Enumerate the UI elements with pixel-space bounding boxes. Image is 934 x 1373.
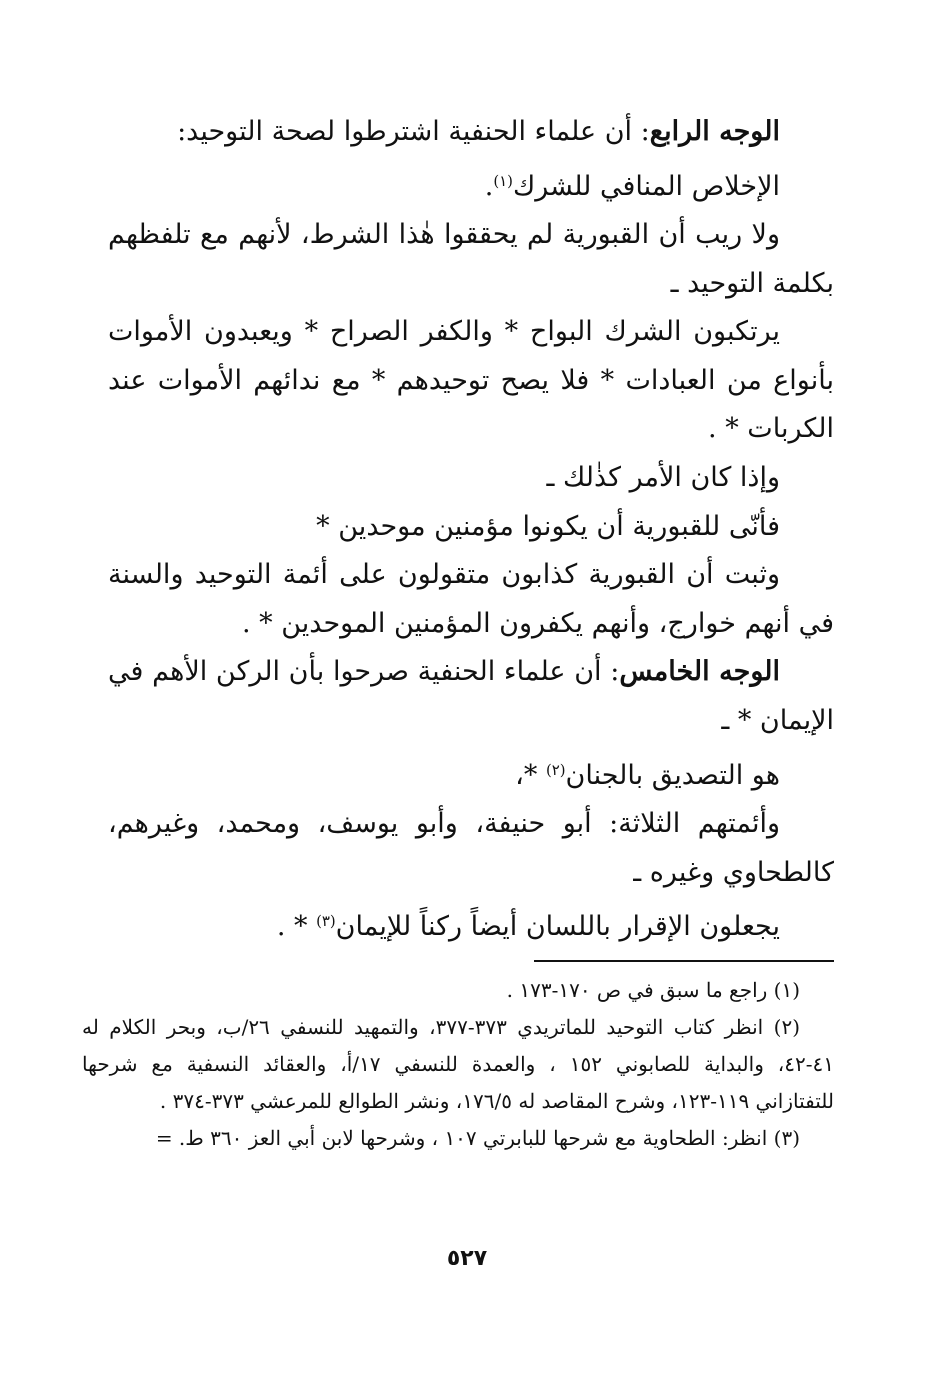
footnotes <box>82 972 834 1157</box>
footnote-separator <box>534 960 834 962</box>
paragraph <box>108 746 834 801</box>
paragraph-tail: * . <box>276 911 317 943</box>
paragraph-text: : أن علماء الحنفية اشترطوا لصحة التوحيد: <box>177 116 650 147</box>
page-number: ٥٢٧ <box>446 1246 488 1271</box>
paragraph-fourth-aspect <box>108 108 834 157</box>
paragraph: فأنّى للقبورية أن يكونوا مؤمنين موحدين * <box>316 510 780 542</box>
paragraph: يرتكبون الشرك البواح * والكفر الصراح * ويعبدون الأموات بأنواع من العبادات * فلا يصح توحيدهم * مع ندائهم الأموات عند الكربات * . <box>108 316 834 445</box>
footnote-2: (٢) انظر كتاب التوحيد للماتريدي ٣٧٣-٣٧٧، والتمهيد للنسفي ٢٦/ب، وبحر الكلام له ٤١-٤٢، والبداية للصابوني ١٥٢ ، والعمدة للنسفي ١٧/أ، والعقائد النسفية مع شرحها للتفتازاني ١١٩-١٢٣، وشرح المقاصد له ١٧٦/٥، ونشر الطوالع للمرعشي ٣٧٣-٣٧٤ . <box>82 1015 834 1113</box>
aspect-heading: الوجه الرابع <box>649 116 780 147</box>
paragraph: ولا ريب أن القبورية لم يحققوا هٰذا الشرط، لأنهم مع تلفظهم بكلمة التوحيد ـ <box>108 219 834 299</box>
paragraph: وأئمتهم الثلاثة: أبو حنيفة، وأبو يوسف، ومحمد، وغيرهم، كالطحاوي وغيره ـ <box>108 808 834 888</box>
paragraph-tail: *، <box>515 759 546 791</box>
footnote-ref[interactable]: (٣) <box>316 912 336 931</box>
footnote-1: (١) راجع ما سبق في ص ١٧٠-١٧٣ . <box>506 978 800 1002</box>
aspect-heading: الوجه الخامس <box>619 656 780 688</box>
paragraph <box>108 157 834 212</box>
paragraph-text: هو التصديق بالجنان <box>565 759 780 791</box>
footnote-3: (٣) انظر: الطحاوية مع شرحها للبابرتي ١٠٧ ، وشرحها لابن أبي العز ٣٦٠ ط. = <box>155 1126 800 1150</box>
paragraph-text: الإخلاص المنافي للشرك <box>512 170 780 202</box>
paragraph: وإذا كان الأمر كذٰلك ـ <box>546 462 780 494</box>
footnote-ref[interactable]: (٢) <box>545 760 566 779</box>
paragraph-fifth-aspect <box>108 648 834 745</box>
paragraph-tail: . <box>484 170 494 202</box>
paragraph <box>108 897 834 952</box>
footnote-ref[interactable]: (١) <box>493 171 513 190</box>
paragraph-text: : أن علماء الحنفية صرحوا بأن الركن الأهم في الإيمان * ـ <box>108 656 834 737</box>
paragraph-text: يجعلون الإقرار باللسان أيضاً ركناً للإيمان <box>335 911 780 943</box>
paragraph: وثبت أن القبورية كذابون متقولون على أئمة التوحيد والسنة في أنهم خوارج، وأنهم يكفرون المؤمنين الموحدين * . <box>108 559 834 639</box>
main-text <box>108 108 834 952</box>
